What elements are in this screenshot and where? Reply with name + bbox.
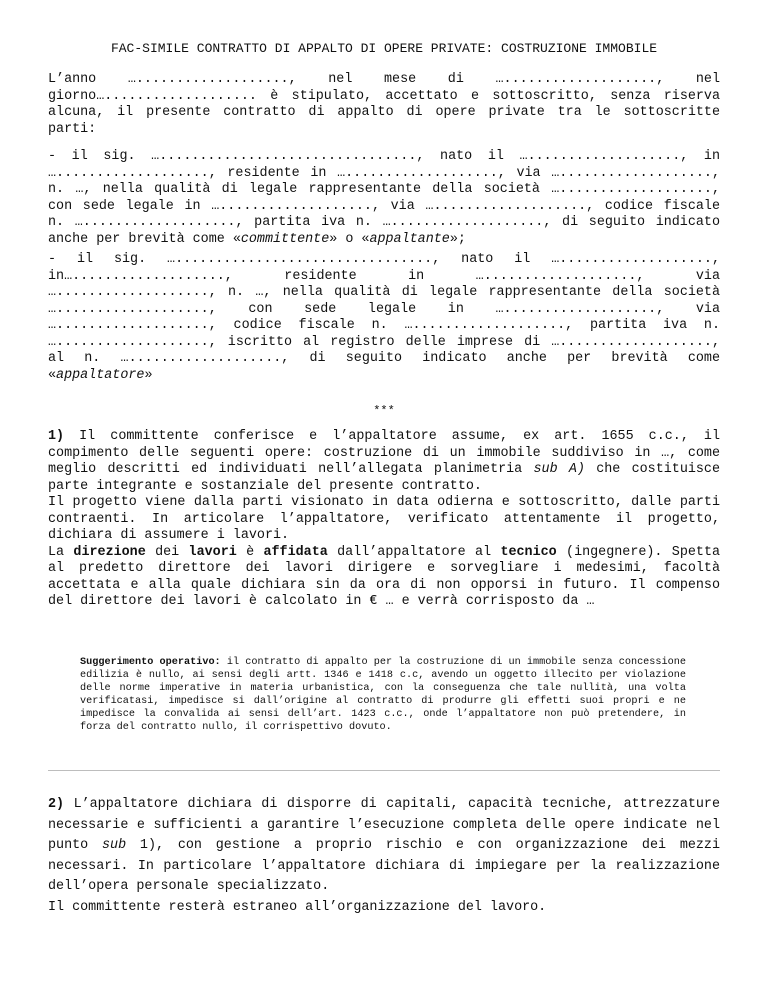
- art1-s3-mid3: dall’appaltatore al: [327, 544, 501, 560]
- article-1-number: 1): [48, 429, 65, 444]
- party2-end: »: [144, 367, 153, 383]
- party1-role-committente: committente: [240, 231, 330, 247]
- party2-role-appaltatore: appaltatore: [56, 367, 145, 383]
- party1-text: - il sig. …................................, nato il …..................., in …..................., residente in …..................., via …..................., n. …, nella qualità di legale rappresentante della società …..................., con sede legale in …..................., via …..................., codice fiscale n. …..................., partita iva n. …..................., di seguito indicato anche per brevità come «: [48, 149, 720, 247]
- article-1-sub-ref: sub A): [533, 462, 585, 477]
- article-1-sentence-2: Il progetto viene dalla parti visionato in data odierna e sottoscritto, dalle parti contraenti. In articolare l’appaltatore, verificato attentamente il progetto, dichiara di assumere i lavori.: [48, 495, 720, 543]
- party2-text: - il sig. …................................, nato il …..................., in…..................., residente in …..................., via …..................., n. …, nella qualità di legale rappresentante della società …..................., con sede legale in …..................., via …..................., codice fiscale n. …..................., partita iva n. …..................., iscritto al registro delle imprese di …..................., al n. …..................., di seguito indicato anche per brevità come «: [48, 252, 720, 383]
- party1-role-appaltante: appaltante: [369, 231, 450, 247]
- article-1: [48, 429, 720, 611]
- section-divider: [48, 770, 720, 771]
- section-separator: ***: [373, 404, 395, 418]
- party-appaltatore-paragraph: [48, 252, 720, 384]
- article-2-text-b: 1), con gestione a proprio rischio e con organizzazione dei mezzi necessari. In particolare l’appaltatore dichiara di impiegare per la realizzazione dell’opera personale specializzato.: [48, 838, 721, 894]
- article-1-sentence-3: [48, 545, 720, 611]
- article-1-text-a: Il committente conferisce e l’appaltatore assume, ex art. 1655 c.c., il compimento delle seguenti opere: costruzione di un immobile suddiviso in …, come meglio descritti ed individuati nell’allegata planimetria: [48, 429, 720, 477]
- art1-bold-direzione: direzione: [73, 544, 146, 560]
- party-committente-paragraph: [48, 149, 720, 248]
- article-2-sentence-1: [48, 795, 720, 898]
- art1-bold-tecnico: tecnico: [500, 544, 557, 560]
- article-2-sentence-2: Il committente resterà estraneo all’organizzazione del lavoro.: [48, 899, 547, 915]
- article-1-sentence-1: [48, 429, 720, 495]
- art1-s3-post: (ingegnere). Spetta al predetto direttore dei lavori dirigere e sorvegliare i medesimi, facoltà accettata e alla quale dichiara sin da ora di non opporsi in futuro. Il compenso del direttore dei lavori è calcolato in € … e verrà corrisposto da …: [48, 544, 721, 609]
- party1-mid: » o «: [329, 231, 370, 247]
- article-2-number: 2): [48, 797, 65, 812]
- article-2: [48, 795, 720, 918]
- document-title: FAC-SIMILE CONTRATTO DI APPALTO DI OPERE PRIVATE: COSTRUZIONE IMMOBILE: [110, 41, 658, 56]
- intro-paragraph: L’anno …..................., nel mese di …..................., nel giorno…................... è stipulato, accettato e sottoscritto, senza riserva alcuna, il presente contratto di appalto di opere private tra le sottoscritte parti:: [48, 72, 720, 137]
- article-1-text-b: che costituisce parte integrante e sostanziale del presente contratto.: [48, 462, 720, 494]
- party1-end: »;: [449, 231, 466, 247]
- article-2-sub-ref: sub: [102, 838, 127, 853]
- art1-s3-mid1: dei: [145, 544, 189, 560]
- art1-s3-mid2: è: [236, 544, 264, 560]
- art1-bold-lavori: lavori: [188, 544, 237, 560]
- note-label: Suggerimento operativo:: [80, 657, 221, 668]
- operational-suggestion-note: [80, 656, 686, 734]
- art1-s3-pre: La: [48, 544, 74, 560]
- note-text: il contratto di appalto per la costruzione di un immobile senza concessione edilizia è nullo, ai sensi degli artt. 1346 e 1418 c.c, avendo un oggetto illecito per violazione delle norme imperative in materia urbanistica, con la conseguenza che tale nullità, una volta verificatasi, impedisce si dall’origine al contratto di produrre gli effetti suoi propri e ne impedisce la convalida ai sensi dell’art. 1423 c.c., onde l’appaltatore non può pretendere, in forza del contratto nullo, il corrispettivo dovuto.: [80, 657, 686, 733]
- art1-bold-affidata: affidata: [263, 544, 328, 560]
- article-2-text-a: L’appaltatore dichiara di disporre di capitali, capacità tecniche, attrezzature necessarie e sufficienti a garantire l’esecuzione completa delle opere indicate nel punto: [48, 797, 720, 853]
